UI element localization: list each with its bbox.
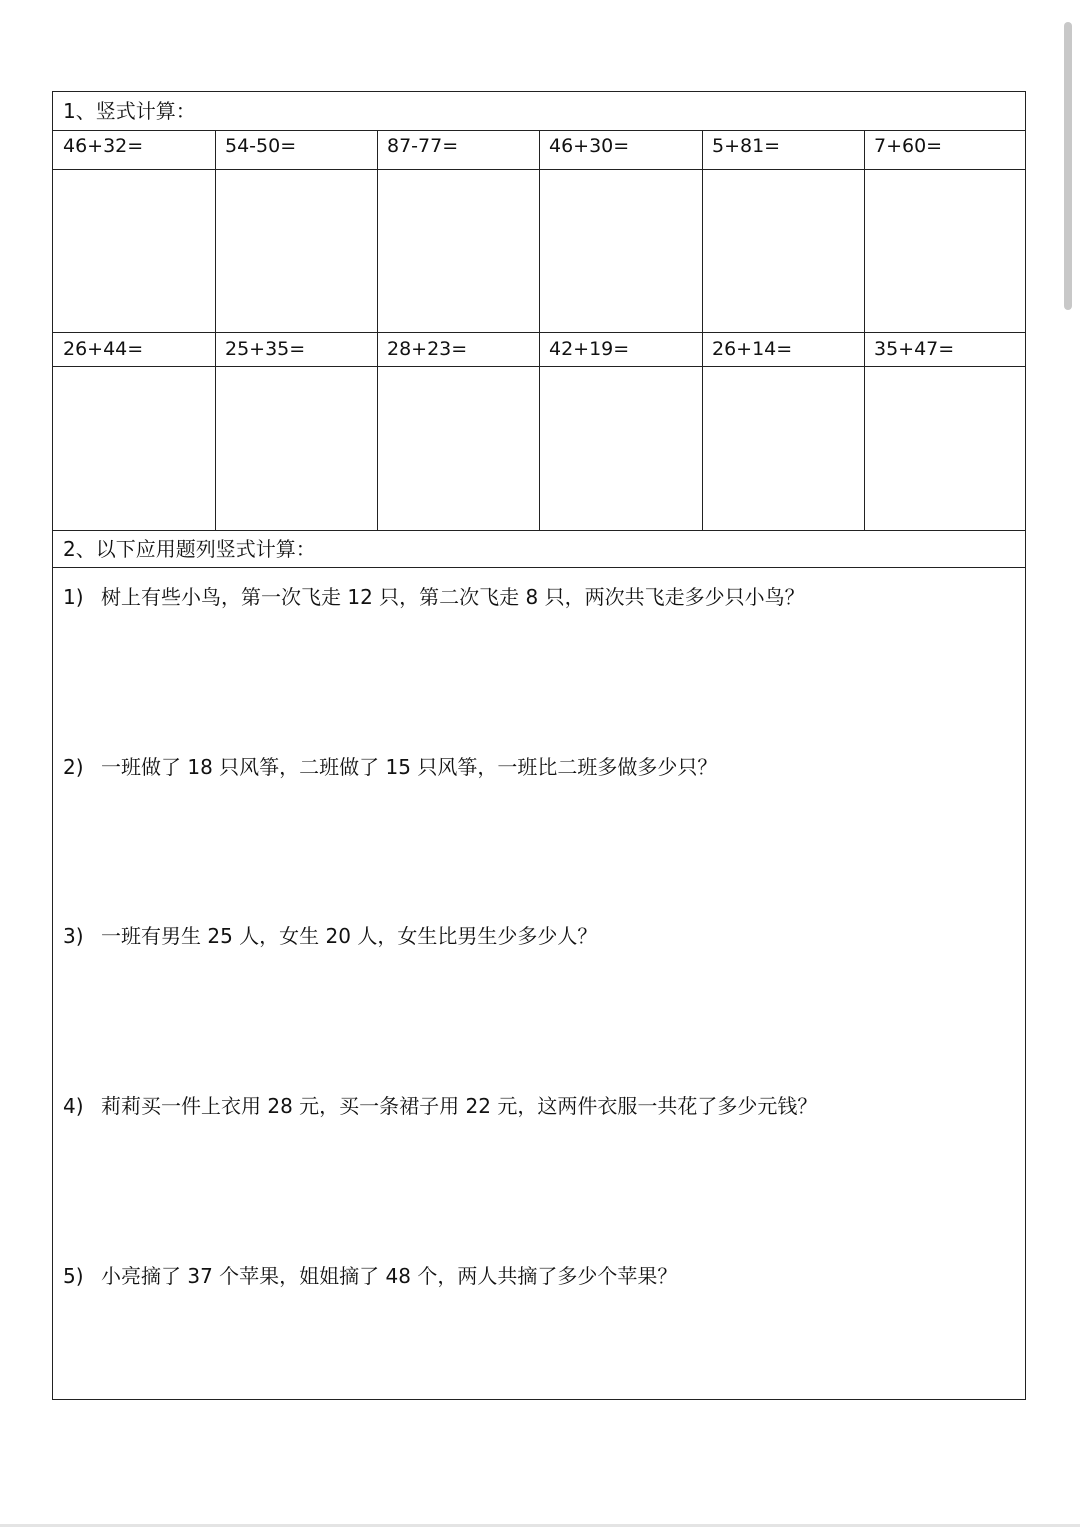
word-problem [63, 754, 717, 780]
column-divider [539, 130, 540, 530]
worksheet-table [52, 91, 1026, 1400]
problem-number: 2) [63, 755, 84, 779]
expression-cell: 7+60= [874, 135, 943, 157]
expression-cell: 5+81= [712, 135, 781, 157]
word-problem [63, 1263, 677, 1289]
expression-cell: 87-77= [387, 135, 459, 157]
expression-cell: 46+32= [63, 135, 144, 157]
expression-cell: 54-50= [225, 135, 297, 157]
problem-number: 5) [63, 1264, 84, 1288]
expression-cell: 25+35= [225, 338, 306, 360]
problem-text: 莉莉买一件上衣用 28 元，买一条裙子用 22 元，这两件衣服一共花了多少元钱？ [101, 1094, 818, 1118]
word-problem [63, 923, 597, 949]
divider [53, 530, 1025, 531]
expression-cell: 35+47= [874, 338, 955, 360]
expression-cell: 28+23= [387, 338, 468, 360]
problem-text: 小亮摘了 37 个苹果，姐姐摘了 48 个，两人共摘了多少个苹果？ [101, 1264, 678, 1288]
column-divider [864, 130, 865, 530]
divider [53, 567, 1025, 568]
column-divider [215, 130, 216, 530]
problem-text: 一班做了 18 只风筝，二班做了 15 只风筝，一班比二班多做多少只？ [101, 755, 718, 779]
expression-cell: 26+44= [63, 338, 144, 360]
problem-number: 1) [63, 585, 84, 609]
word-problem [63, 584, 805, 610]
section2-title: 2、以下应用题列竖式计算： [63, 537, 316, 561]
problem-text: 一班有男生 25 人，女生 20 人，女生比男生少多少人？ [101, 924, 598, 948]
problem-number: 4) [63, 1094, 84, 1118]
column-divider [377, 130, 378, 530]
word-problem [63, 1093, 817, 1119]
problem-text: 树上有些小鸟，第一次飞走 12 只，第二次飞走 8 只，两次共飞走多少只小鸟？ [101, 585, 805, 609]
column-divider [702, 130, 703, 530]
expression-cell: 42+19= [549, 338, 630, 360]
expression-cell: 46+30= [549, 135, 630, 157]
expression-cell: 26+14= [712, 338, 793, 360]
section1-title: 1、竖式计算： [63, 99, 196, 123]
vertical-scrollbar[interactable] [1064, 22, 1072, 310]
problem-number: 3) [63, 924, 84, 948]
